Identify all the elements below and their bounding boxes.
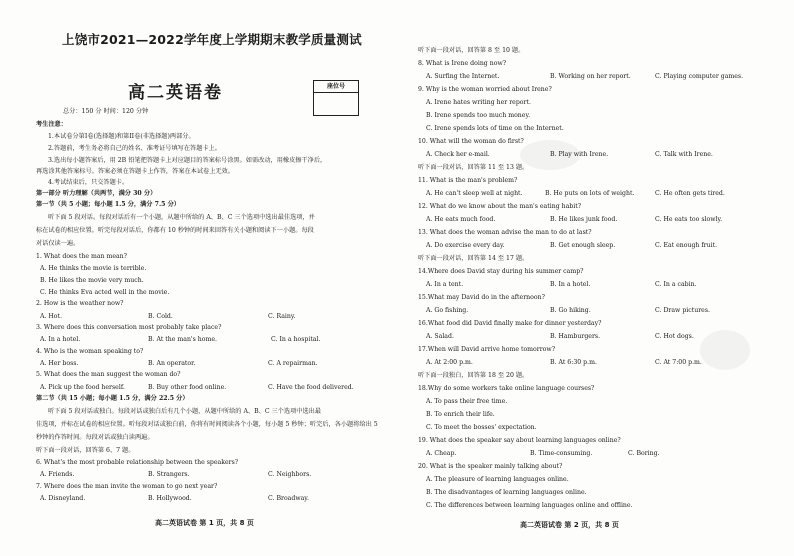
question-6: 6. What's the most probable relationship between the speakers?: [36, 459, 239, 466]
note-line: 2.答题前，考生务必将自己的姓名、准考证号填写在答题卡上。: [48, 145, 221, 152]
question-13: 13. What does the woman advise the man to do at last?: [418, 229, 592, 236]
option: B. The disadvantages of learning languages online.: [426, 489, 587, 496]
instruction-line: 听下面 5 段对话。每段对话后有一个小题，从题中所给的 A、B、C 三个选项中选出最佳选项，并: [48, 214, 315, 221]
instruction-line: 标在试卷的相应位置。听完每段对话后，你都有 10 秒钟的时间来回答有关小题和阅读下一小题。每段: [36, 227, 314, 234]
option: B. At 6:30 p.m.: [550, 359, 597, 366]
instruction-line: 佳选项，并标在试卷的相应位置。听每段对话或独白前，你将有时间阅读各个小题，每小题 5 秒钟；听完后，各小题将给出 5: [36, 421, 378, 428]
option: A. At 2:00 p.m.: [426, 359, 473, 366]
option: B. Play with Irene.: [550, 151, 609, 158]
option: A. Pick up the food herself.: [40, 384, 125, 391]
question-19: 19. What does the speaker say about learning languages online?: [418, 437, 621, 444]
dialog-instruction: 听下面一段对话，回答第 8 至 10 题。: [418, 47, 525, 54]
option: C. He eats too slowly.: [655, 216, 723, 223]
option: B. Working on her report.: [550, 73, 631, 80]
question-14: 14.Where does David stay during his summer camp?: [418, 268, 584, 275]
option: A. Do exercise every day.: [426, 242, 505, 249]
option: B. He puts on lots of weight.: [545, 190, 635, 197]
option: B. Hollywood.: [148, 495, 192, 502]
question-9: 9. Why is the woman worried about Irene?: [418, 86, 552, 93]
option: C. A repairman.: [268, 360, 318, 367]
option: B. Cold.: [148, 313, 173, 320]
dialog-instruction: 听下面一段对话，回答第 11 至 13 题。: [418, 164, 529, 171]
note-line: 1.本试卷分第I卷(选择题)和第II卷(非选择题)两部分。: [48, 133, 195, 140]
question-20: 20. What is the speaker mainly talking about?: [418, 463, 563, 470]
dialog-instruction: 听下面一段对话，回答第 6、7 题。: [36, 447, 135, 454]
option: A. The pleasure of learning languages online.: [426, 476, 569, 483]
option: C. In a hospital.: [271, 336, 321, 343]
option: B. Buy other food online.: [148, 384, 227, 391]
option: A. Her boss.: [40, 360, 79, 367]
question-8: 8. What is Irene doing now?: [418, 60, 507, 67]
option: C. Talk with Irene.: [655, 151, 713, 158]
option: A. Friends.: [40, 471, 75, 478]
option: A. Hot.: [40, 313, 62, 320]
option: A. Irene hates writing her report.: [426, 99, 531, 106]
option: B. Irene spends too much money.: [426, 112, 531, 119]
question-1: 1. What does the man mean?: [36, 253, 127, 260]
option: B. An operator.: [148, 360, 196, 367]
exam-title: 上饶市2021—2022学年度上学期期末教学质量测试: [62, 32, 362, 47]
option: B. At the man's home.: [148, 336, 217, 343]
section-heading: 第二节（共 15 小题；每小题 1.5 分，满分 22.5 分）: [36, 395, 189, 402]
question-10: 10. What will the woman do first?: [418, 138, 524, 145]
option: A. To pass their free time.: [426, 398, 508, 405]
option: A. Salad.: [426, 333, 454, 340]
option: A. He can't sleep well at night.: [426, 190, 523, 197]
option: A. Check her e-mail.: [426, 151, 490, 158]
option: A. Go fishing.: [426, 307, 469, 314]
option: C. The differences between learning languages online and offline.: [426, 502, 633, 509]
instruction-line: 秒钟的作答时间。每段对话或独白读两遍。: [36, 434, 154, 441]
option: C. Draw pictures.: [655, 307, 710, 314]
note-line: 再选涂其他答案标号。答案必须在答题卡上作答，答案在本试卷上无效。: [36, 168, 234, 175]
question-17: 17.When will David arrive home tomorrow?: [418, 346, 556, 353]
option: C. Irene spends lots of time on the Internet.: [426, 125, 564, 132]
option: A. Disneyland.: [40, 495, 86, 502]
question-4: 4. Who is the woman speaking to?: [36, 348, 144, 355]
option: C. He often gets tired.: [655, 190, 725, 197]
option: A. In a hotel.: [40, 336, 81, 343]
section-heading: 第一节（共 5 小题；每小题 1.5 分，满分 7.5 分）: [36, 201, 180, 208]
dialog-instruction: 听下面一段对话，回答第 14 至 17 题。: [418, 255, 529, 262]
question-18: 18.Why do some workers take online language courses?: [418, 385, 595, 392]
page-footer: 高二英语试卷 第 2 页，共 8 页: [520, 521, 619, 529]
option: C. Playing computer games.: [655, 73, 744, 80]
option: B. Time-consuming.: [530, 450, 593, 457]
question-5: 5. What does the man suggest the woman do?: [36, 371, 181, 378]
instruction-line: 对话仅读一遍。: [36, 240, 80, 247]
scan-smudge: [700, 330, 750, 370]
option: C. At 7:00 p.m.: [655, 359, 702, 366]
option: C. Neighbors.: [268, 471, 312, 478]
page-footer: 高二英语试卷 第 1 页，共 8 页: [155, 519, 254, 527]
option: B. He likes junk food.: [550, 216, 618, 223]
question-3: 3. Where does this conversation most probably take place?: [36, 324, 222, 331]
seat-number-label: 座位号: [314, 81, 358, 93]
question-2: 2. How is the weather now?: [36, 300, 124, 307]
score-time: 总分：150 分 时间：120 分钟: [63, 108, 149, 115]
question-7: 7. Where does the man invite the woman to go next year?: [36, 483, 218, 490]
option: C. Boring.: [628, 450, 660, 457]
question-11: 11. What is the man's problem?: [418, 177, 518, 184]
dialog-instruction: 听下面一段独白，回答第 18 至 20 题。: [418, 372, 529, 379]
instruction-line: 听下面 5 段对话或独白。每段对话或独白后有几个小题，从题中所给的 A、B、C 三个选项中选出最: [48, 408, 322, 415]
option: C. Hot dogs.: [655, 333, 694, 340]
option: C. Rainy.: [268, 313, 296, 320]
option: B. In a hotel.: [550, 281, 591, 288]
option: B. Strangers.: [148, 471, 190, 478]
option: A. Cheap.: [426, 450, 457, 457]
option: B. Hamburgers.: [550, 333, 601, 340]
option: C. Broadway.: [268, 495, 309, 502]
option: A. He thinks the movie is terrible.: [40, 265, 147, 272]
option: C. He thinks Eva acted well in the movie.: [40, 289, 170, 296]
option: B. He likes the movie very much.: [40, 277, 144, 284]
option: C. Eat enough fruit.: [655, 242, 718, 249]
option: C. Have the food delivered.: [268, 384, 354, 391]
option: C. In a cabin.: [655, 281, 697, 288]
question-16: 16.What food did David finally make for dinner yesterday?: [418, 320, 602, 327]
notes-heading: 考生注意：: [36, 121, 67, 128]
part-heading: 第一部分 听力理解（共两节，满分 30 分）: [36, 190, 157, 197]
option: C. To meet the bosses' expectation.: [426, 424, 537, 431]
option: B. Get enough sleep.: [550, 242, 616, 249]
note-line: 3.选出每小题答案后，用 2B 铅笔把答题卡上对应题目的答案标号涂黑。如需改动，用橡皮擦干净后，: [48, 157, 327, 164]
question-12: 12. What do we know about the man's eating habit?: [418, 203, 582, 210]
option: A. He eats much food.: [426, 216, 496, 223]
option: A. In a tent.: [426, 281, 464, 288]
option: A. Surfing the Internet.: [426, 73, 500, 80]
option: B. Go hiking.: [550, 307, 591, 314]
option: B. To enrich their life.: [426, 411, 495, 418]
question-15: 15.What may David do in the afternoon?: [418, 294, 545, 301]
exam-subtitle: 高二英语卷: [128, 83, 223, 103]
seat-number-box: [313, 80, 359, 116]
note-line: 4.考试结束后，只交答题卡。: [48, 179, 129, 186]
